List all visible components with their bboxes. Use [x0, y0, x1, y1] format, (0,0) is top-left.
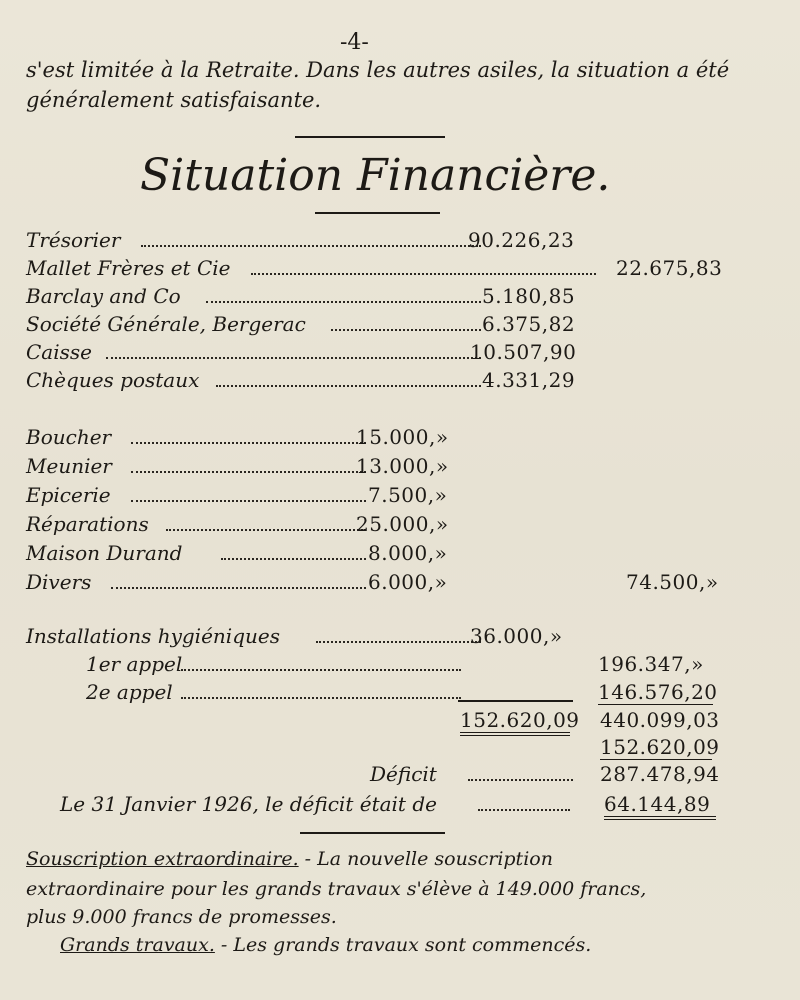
dot-leader: [316, 641, 481, 643]
dot-leader: [478, 809, 570, 811]
dot-leader: [331, 329, 481, 331]
page-number: -4-: [340, 30, 369, 55]
intro-line-1: s'est limitée à la Retraite. Dans les autres asiles, la situation a été: [26, 58, 730, 82]
row-label: Réparations: [26, 512, 149, 536]
row-label: Maison Durand: [26, 541, 183, 565]
dot-leader: [468, 779, 573, 781]
souscription-line-2: extraordinaire pour les grands travaux s'élève à 149.000 francs,: [26, 878, 647, 900]
amount: 22.675,83: [616, 256, 723, 280]
amount: 287.478,94: [600, 762, 720, 786]
dot-leader: [221, 558, 366, 560]
amount: 7.500,»: [368, 483, 448, 507]
amount: 64.144,89: [604, 792, 716, 820]
section-title: Situation Financière.: [140, 150, 611, 201]
row-label: Installations hygiéniques: [26, 624, 280, 648]
row-label: Chèques postaux: [26, 368, 200, 392]
travaux-line: [60, 934, 591, 956]
dot-leader: [131, 471, 366, 473]
dot-leader: [216, 385, 481, 387]
right-subtract: 152.620,09: [600, 735, 720, 759]
divider-top: [295, 136, 445, 138]
row-label: Mallet Frères et Cie: [26, 256, 231, 280]
amount: 6.375,82: [482, 312, 576, 336]
row-label: Le 31 Janvier 1926, le déficit était de: [60, 792, 437, 816]
dot-leader: [106, 357, 481, 359]
amount: 90.226,23: [468, 228, 575, 252]
dot-leader: [251, 273, 596, 275]
right-total: 440.099,03: [600, 708, 720, 732]
dot-leader: [181, 669, 461, 671]
row-label: Divers: [26, 570, 92, 594]
dot-leader: [141, 245, 481, 247]
divider-bottom: [300, 832, 445, 834]
row-label: Société Générale, Bergerac: [26, 312, 306, 336]
amount: 6.000,»: [368, 570, 448, 594]
row-label: Epicerie: [26, 483, 111, 507]
souscription-line-1: [26, 848, 553, 870]
suppliers-total: 74.500,»: [626, 570, 719, 594]
amount: 36.000,»: [470, 624, 563, 648]
dot-leader: [131, 500, 366, 502]
dot-leader: [181, 697, 461, 699]
amount: 13.000,»: [356, 454, 449, 478]
intro-line-2: généralement satisfaisante.: [26, 88, 322, 112]
souscription-text: - La nouvelle souscription: [298, 848, 553, 870]
amount: 15.000,»: [356, 425, 449, 449]
row-label: Caisse: [26, 340, 92, 364]
title-underline: [315, 212, 440, 214]
row-label: Boucher: [26, 425, 112, 449]
amount: 8.000,»: [368, 541, 448, 565]
dot-leader: [111, 587, 366, 589]
sum-rule: [458, 700, 573, 702]
dot-leader: [206, 301, 481, 303]
amount: 5.180,85: [482, 284, 576, 308]
row-label: Meunier: [26, 454, 112, 478]
souscription-line-3: plus 9.000 francs de promesses.: [26, 906, 337, 928]
amount: 4.331,29: [482, 368, 576, 392]
row-label: Trésorier: [26, 228, 121, 252]
dot-leader: [131, 442, 366, 444]
row-label: 2e appel: [86, 680, 173, 704]
amount: 10.507,90: [470, 340, 577, 364]
row-label: Déficit: [370, 762, 437, 786]
dot-leader: [166, 529, 366, 531]
row-label: Barclay and Co: [26, 284, 181, 308]
amount: 146.576,20: [598, 680, 718, 704]
travaux-text: - Les grands travaux sont commencés.: [214, 934, 592, 956]
left-total: 152.620,09: [460, 708, 570, 736]
travaux-heading: Grands travaux.: [60, 934, 215, 956]
amount: 25.000,»: [356, 512, 449, 536]
souscription-heading: Souscription extraordinaire.: [26, 848, 299, 870]
amount: 196.347,»: [598, 652, 704, 676]
row-label: 1er appel: [86, 652, 183, 676]
